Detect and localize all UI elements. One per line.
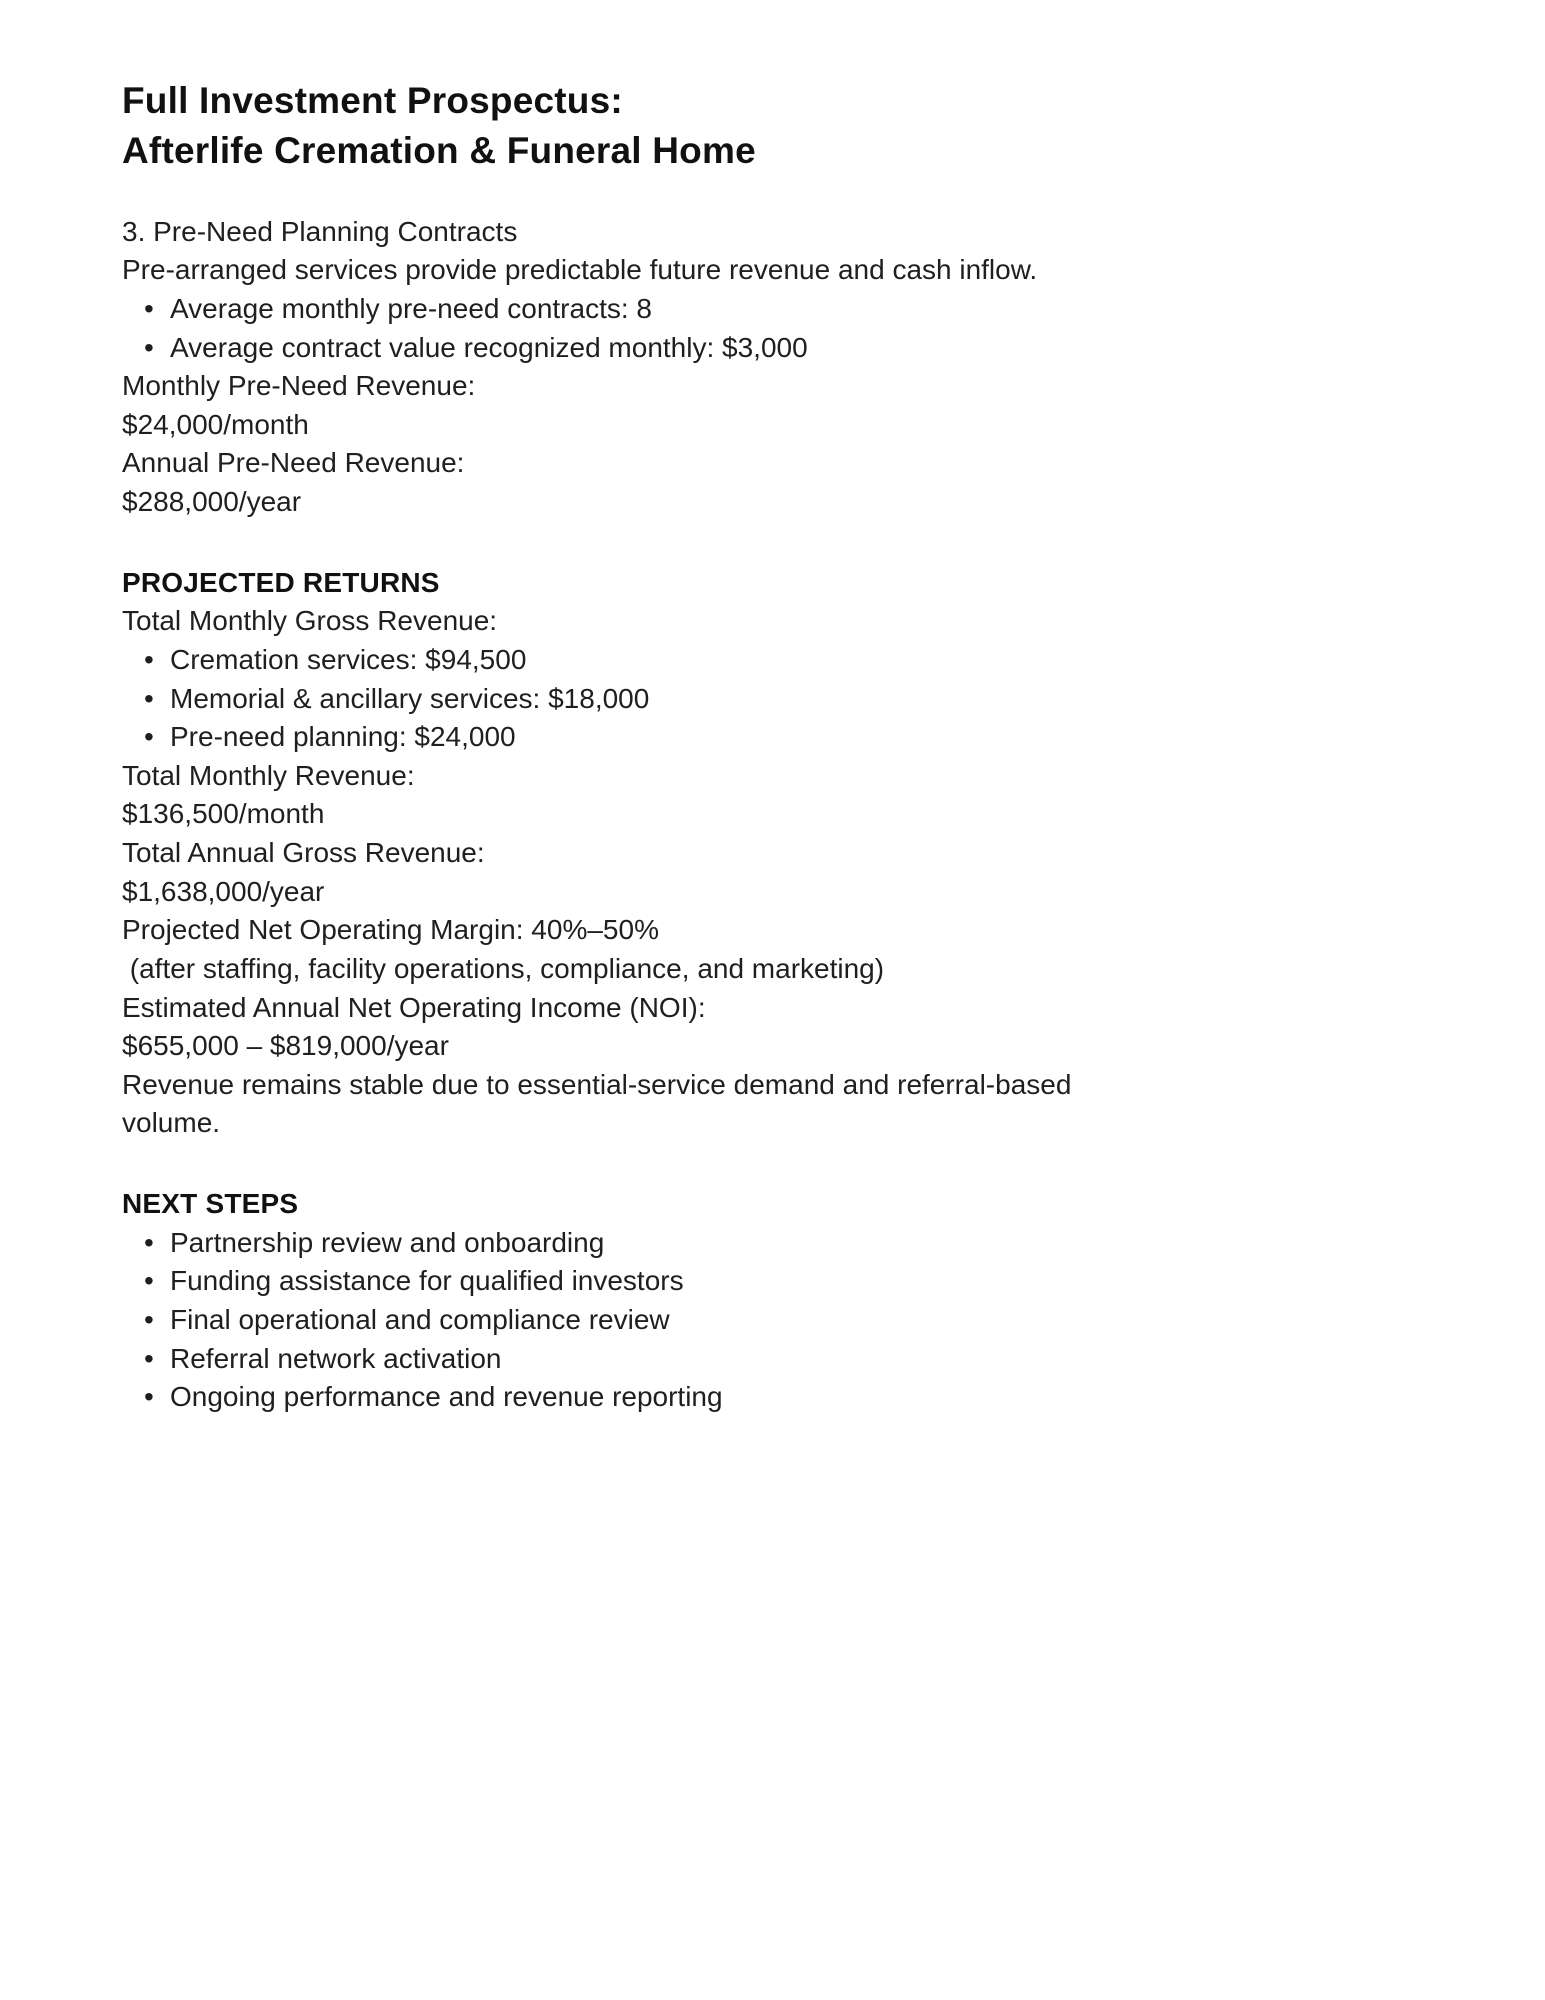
projected-returns-bullet-list [122,641,1097,757]
bullet-item: • Average contract value recognized monthly: $3,000 [122,329,1097,368]
text-line: Projected Net Operating Margin: 40%–50% [122,914,659,946]
section-projected-returns [122,564,1097,1143]
document-body [122,213,1097,1417]
title-line-1: Full Investment Prospectus: [122,80,623,121]
bullet-item: • Memorial & ancillary services: $18,000 [122,680,1097,719]
text-line: Revenue remains stable due to essential-service demand and referral-based volume. [122,1068,1080,1139]
bullet-item: • Pre-need planning: $24,000 [122,718,1097,757]
section-next-steps [122,1185,1097,1417]
text-line: Total Monthly Gross Revenue: [122,605,498,637]
text-line: Total Monthly Revenue: [122,759,415,791]
text-line: $288,000/year [122,486,302,517]
text-line: Estimated Annual Net Operating Income (NOI): [122,991,706,1023]
section-preneed-contracts [122,213,1097,522]
document-title [122,76,1415,177]
bullet-item: • Cremation services: $94,500 [122,641,1097,680]
bullet-item: • Partnership review and onboarding [122,1224,1097,1263]
text-line: $655,000 – $819,000/year [122,1030,449,1062]
text-line: $136,500/month [122,798,325,830]
text-line: Monthly Pre-Need Revenue: [122,370,476,402]
preneed-heading: 3. Pre-Need Planning Contracts [122,215,518,247]
title-line-2: Afterlife Cremation & Funeral Home [122,130,756,172]
text-line: $1,638,000/year [122,875,325,907]
text-line: Total Annual Gross Revenue: [122,837,485,868]
next-steps-heading: NEXT STEPS [122,1188,299,1219]
projected-returns-heading: PROJECTED RETURNS [122,566,440,598]
bullet-item: • Funding assistance for qualified investors [122,1262,1097,1301]
text-line: Annual Pre-Need Revenue: [122,447,465,479]
bullet-item: • Referral network activation [122,1340,1097,1379]
bullet-item: • Ongoing performance and revenue reporting [122,1378,1097,1417]
preneed-intro: Pre-arranged services provide predictable future revenue and cash inflow. [122,254,1038,286]
bullet-item: • Average monthly pre-need contracts: 8 [122,290,1097,329]
next-steps-bullet-list [122,1224,1097,1417]
text-line: $24,000/month [122,408,309,440]
text-line: (after staffing, facility operations, compliance, and marketing) [122,952,885,984]
preneed-bullet-list [122,290,1097,367]
bullet-item: • Final operational and compliance review [122,1301,1097,1340]
